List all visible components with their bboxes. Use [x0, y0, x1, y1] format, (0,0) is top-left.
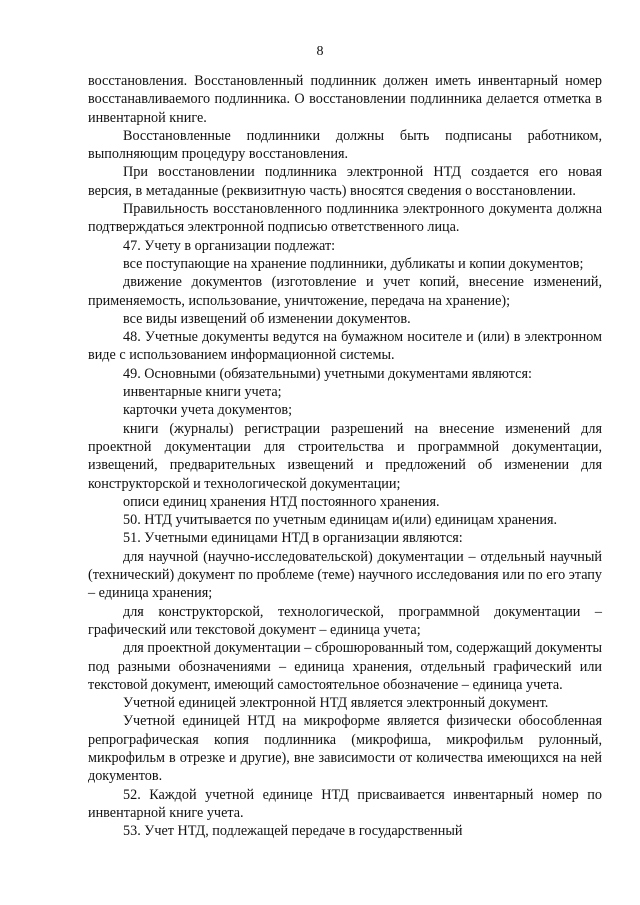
paragraph: 53. Учет НТД, подлежащей передаче в государственный — [123, 823, 463, 840]
paragraph: для проектной документации – сброшюрованный том, содержащий документы под разными обозначениями – единица хранения, отдельный графический или текстовой документ, имеющий самостоятельное обозначение – единица учета. — [88, 640, 602, 693]
paragraph: карточки учета документов; — [123, 402, 293, 419]
paragraph: Учетной единицей НТД на микроформе является физически обособленная репрографическая копия подлинника (микрофиша, микрофильм рулонный, микрофильм в отрезке и другие), вне зависимости от количества имеющихся на ней документов. — [88, 713, 602, 785]
paragraph: инвентарные книги учета; — [123, 384, 282, 401]
paragraph: все виды извещений об изменении документов. — [123, 310, 411, 327]
paragraph: Учетной единицей электронной НТД является электронный документ. — [123, 695, 549, 712]
paragraph: для конструкторской, технологической, программной документации – графический или текстовой документ – единица учета; — [88, 603, 602, 638]
paragraph: движение документов (изготовление и учет копий, внесение изменений, применяемость, использование, уничтожение, передача на хранение); — [88, 274, 602, 309]
paragraph: все поступающие на хранение подлинники, дубликаты и копии документов; — [123, 255, 584, 272]
paragraph: для научной (научно-исследовательской) документации – отдельный научный (технический) документ по проблеме (теме) научного исследования или по его этапу – единица хранения; — [88, 548, 602, 602]
paragraph: 47. Учету в организации подлежат: — [123, 237, 336, 254]
paragraph: 50. НТД учитывается по учетным единицам и(или) единицам хранения. — [123, 512, 558, 529]
paragraph: книги (журналы) регистрации разрешений на внесение изменений для проектной документации для строительства и программной документации, извещений, предварительных извещений и предложений об изменении для конструкторской и технологической документации; — [88, 420, 602, 492]
page-number: 8 — [316, 44, 324, 59]
paragraph: Правильность восстановленного подлинника электронного документа должна подтверждаться электронной подписью ответственного лица. — [88, 201, 602, 236]
paragraph: восстановления. Восстановленный подлинник должен иметь инвентарный номер восстанавливаемого подлинника. О восстановлении подлинника делается отметка в инвентарной книге. — [88, 73, 602, 126]
paragraph: 49. Основными (обязательными) учетными документами являются: — [123, 365, 532, 382]
paragraph: описи единиц хранения НТД постоянного хранения. — [123, 493, 440, 510]
document-body — [88, 72, 602, 840]
paragraph: 52. Каждой учетной единице НТД присваивается инвентарный номер по инвентарной книге учета. — [88, 786, 602, 821]
paragraph: Восстановленные подлинники должны быть подписаны работником, выполняющим процедуру восстановления. — [88, 127, 602, 163]
paragraph: 51. Учетными единицами НТД в организации являются: — [123, 530, 463, 547]
paragraph: При восстановлении подлинника электронной НТД создается его новая версия, в метаданные (реквизитную часть) вносятся сведения о восстановлении. — [88, 164, 602, 199]
paragraph: 48. Учетные документы ведутся на бумажном носителе и (или) в электронном виде с использованием информационной системы. — [88, 329, 602, 364]
